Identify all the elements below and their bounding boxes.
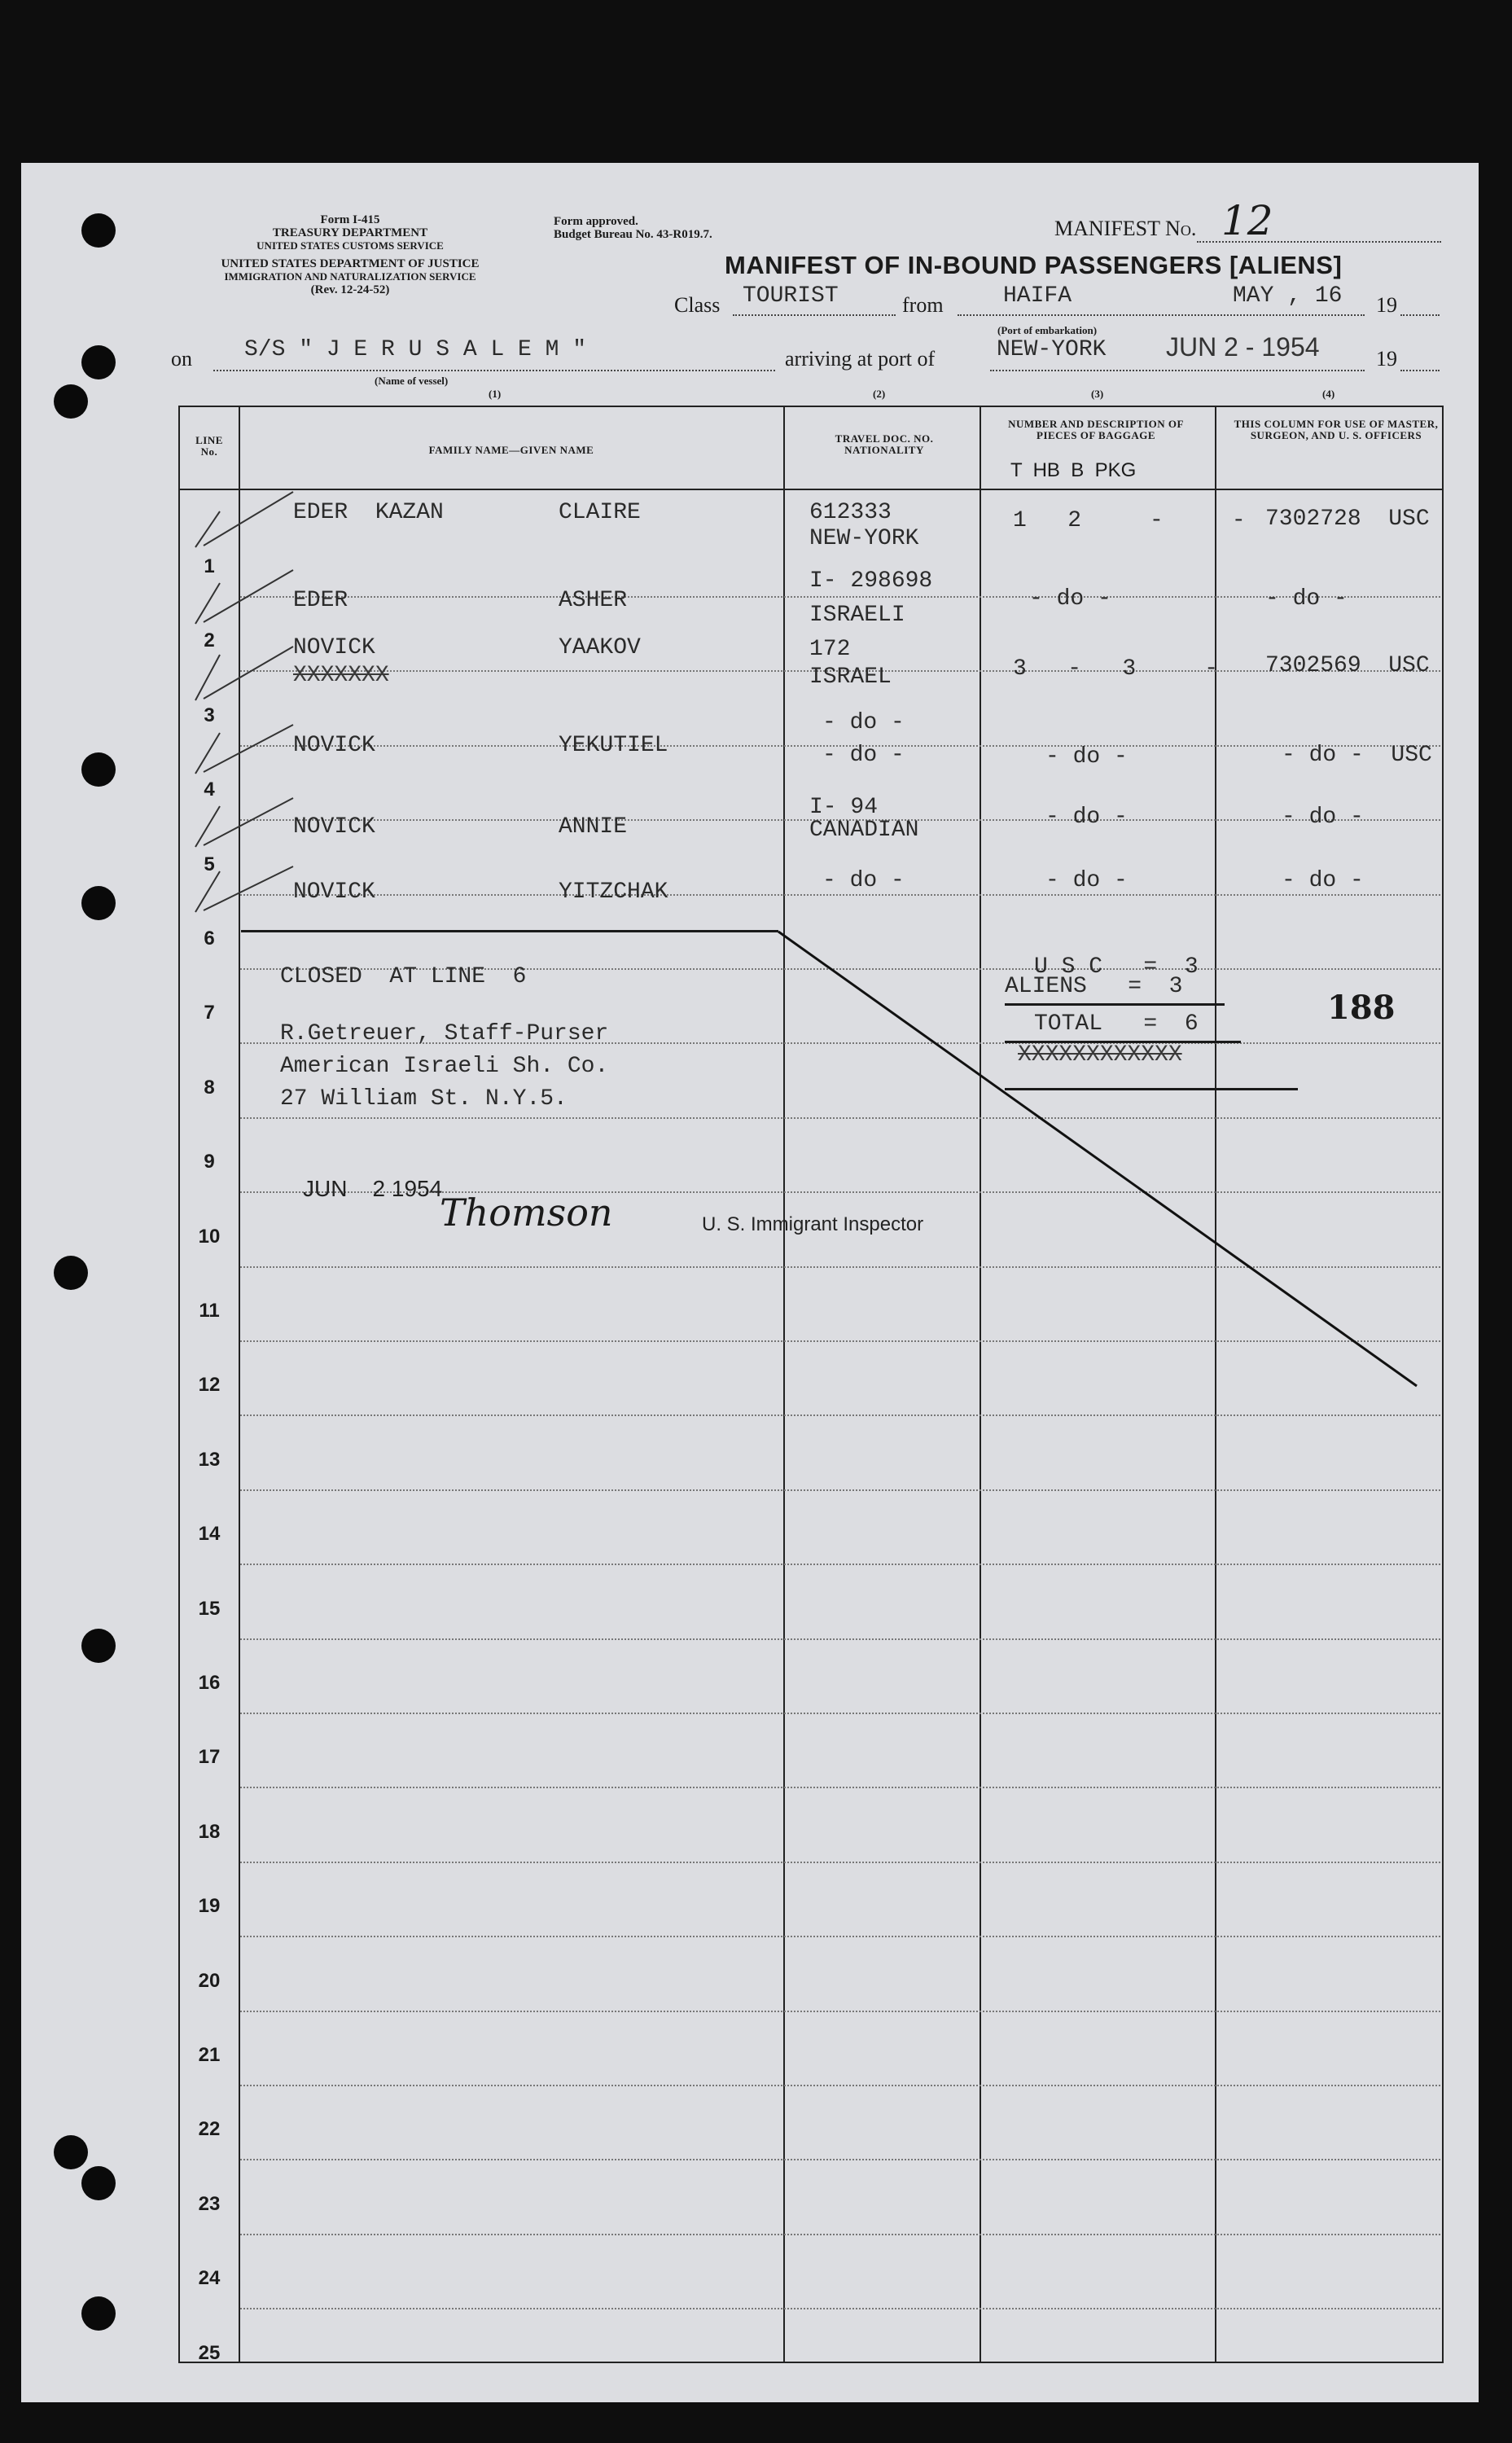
check-mark <box>195 798 293 847</box>
header-officers: THIS COLUMN FOR USE OF MASTER, SURGEON, AND U. S. OFFICERS <box>1234 418 1439 441</box>
form-revision: (Rev. 12-24-52) <box>310 283 390 296</box>
officer-note: - do - <box>1282 805 1364 830</box>
line-number: 15 <box>198 1598 221 1620</box>
page-title: MANIFEST OF IN-BOUND PASSENGERS [ALIENS] <box>725 251 1343 279</box>
check-mark <box>195 647 293 700</box>
form-number: Form I-415 <box>320 213 380 226</box>
given-name: YITZCHAK <box>559 879 668 905</box>
check-mark <box>195 725 293 774</box>
from-label: from <box>902 293 944 317</box>
dept-justice: UNITED STATES DEPARTMENT OF JUSTICE <box>221 257 480 270</box>
dept-treasury: TREASURY DEPARTMENT <box>272 226 428 239</box>
family-name: EDER <box>293 588 348 613</box>
year-label-2: 19 <box>1376 347 1397 371</box>
officer-note: 7302728 USC <box>1265 507 1430 532</box>
given-name: CLAIRE <box>559 500 641 525</box>
given-name: YAAKOV <box>559 635 641 660</box>
header-baggage-sub: T HB B PKG <box>1010 459 1137 481</box>
nationality: ISRAEL <box>809 664 892 690</box>
line-number: 1 <box>204 555 215 577</box>
closed-note: CLOSED AT LINE 6 <box>280 964 527 989</box>
aliens-total: ALIENS = 3 <box>1005 974 1183 999</box>
travel-doc: I- 298698 <box>809 568 933 594</box>
line-number: 23 <box>198 2193 221 2215</box>
line-number: 21 <box>198 2044 221 2066</box>
check-mark <box>195 492 293 547</box>
family-name: NOVICK <box>293 814 375 840</box>
given-name: ASHER <box>559 588 628 613</box>
officer-note: - do - USC <box>1282 743 1432 768</box>
line-number: 9 <box>204 1151 215 1173</box>
arrival-port: NEW-YORK <box>997 337 1107 362</box>
line-number: 16 <box>198 1672 221 1694</box>
line-number: 22 <box>198 2118 221 2140</box>
given-name: YEKUTIEL <box>559 733 668 758</box>
line-number: 10 <box>198 1226 221 1248</box>
col-num-1: (1) <box>489 388 502 400</box>
nationality: CANADIAN <box>809 818 919 843</box>
diagonal-stroke <box>778 932 1417 1386</box>
on-label: on <box>171 347 192 371</box>
line-number: 2 <box>204 629 215 651</box>
baggage: 1 2 - - <box>1013 508 1246 533</box>
class-value: TOURIST <box>743 283 839 309</box>
line-number: 5 <box>204 853 215 875</box>
class-label: Class <box>674 293 721 317</box>
baggage: - do - <box>1045 868 1128 893</box>
header-line-no: LINE No. <box>195 434 223 458</box>
line-number: 6 <box>204 928 215 950</box>
header-baggage: NUMBER AND DESCRIPTION OF PIECES OF BAGGAGE <box>1008 418 1184 441</box>
travel-doc: I- 94 <box>809 795 879 820</box>
header-travel-doc: TRAVEL DOC. NO. NATIONALITY <box>835 432 934 456</box>
manifest-label: MANIFEST No. <box>1054 217 1197 240</box>
departure-date: MAY , 16 <box>1233 283 1343 309</box>
travel-doc: - do - <box>822 710 905 735</box>
usc-total: U S C = 3 <box>1034 954 1199 980</box>
family-name: EDER KAZAN <box>293 500 444 525</box>
line-number: 24 <box>198 2267 221 2289</box>
check-mark <box>195 570 293 624</box>
col-num-2: (2) <box>873 388 886 400</box>
budget-bureau: Budget Bureau No. 43-R019.7. <box>554 228 712 241</box>
family-name: NOVICK <box>293 635 375 660</box>
baggage: - do - <box>1045 805 1128 830</box>
col-num-3: (3) <box>1091 388 1104 400</box>
header-name: FAMILY NAME—GIVEN NAME <box>428 444 594 456</box>
nationality: - do - <box>822 743 905 768</box>
check-mark <box>195 866 293 912</box>
line-number: 11 <box>199 1300 220 1322</box>
dept-ins: IMMIGRATION AND NATURALIZATION SERVICE <box>224 270 476 283</box>
manifest-number: 12 <box>1221 197 1273 244</box>
line-number: 7 <box>204 1002 215 1024</box>
baggage: - do - <box>1029 586 1111 612</box>
col-num-4: (4) <box>1322 388 1335 400</box>
baggage: - do - <box>1045 744 1128 770</box>
baggage: 3 - 3 - <box>1013 656 1219 682</box>
arrival-stamp: JUN 2 - 1954 <box>1166 332 1320 362</box>
travel-doc: - do - <box>822 868 905 893</box>
stamp-number: 188 <box>1327 989 1396 1027</box>
line-number: 18 <box>198 1821 221 1843</box>
purser-name: R.Getreuer, Staff-Purser <box>280 1021 609 1046</box>
inspector-date-stamp: JUN 2 1954 <box>303 1176 443 1201</box>
inspector-title: U. S. Immigrant Inspector <box>702 1213 924 1235</box>
line-number: 17 <box>198 1746 221 1768</box>
line-number: 13 <box>198 1449 221 1471</box>
family-name: NOVICK <box>293 733 375 758</box>
arriving-label: arriving at port of <box>785 347 936 371</box>
crossed-out-text: XXXXXXX <box>293 663 389 688</box>
line-number: 8 <box>204 1077 215 1099</box>
form-approved: Form approved. <box>554 215 638 228</box>
vessel-name: S/S " J E R U S A L E M " <box>244 337 587 362</box>
nationality: NEW-YORK <box>809 526 919 551</box>
dept-customs: UNITED STATES CUSTOMS SERVICE <box>256 239 444 252</box>
embarkation-note: (Port of embarkation) <box>997 324 1098 336</box>
family-name: NOVICK <box>293 879 375 905</box>
purser-address: 27 William St. N.Y.5. <box>280 1086 568 1112</box>
line-number: 19 <box>198 1895 221 1917</box>
purser-company: American Israeli Sh. Co. <box>280 1054 609 1079</box>
line-number: 14 <box>198 1523 221 1545</box>
line-number: 12 <box>198 1374 221 1396</box>
grand-total: TOTAL = 6 <box>1034 1011 1199 1037</box>
travel-doc: 172 <box>809 637 851 662</box>
line-number: 20 <box>198 1970 221 1992</box>
line-number: 4 <box>204 779 215 800</box>
inspector-signature: Thomson <box>440 1191 613 1235</box>
given-name: ANNIE <box>559 814 628 840</box>
officer-note: - do - <box>1282 868 1364 893</box>
from-value: HAIFA <box>1003 283 1072 309</box>
line-number: 25 <box>198 2342 221 2364</box>
crossed-total: XXXXXXXXXXXX <box>1018 1042 1182 1068</box>
travel-doc: 612333 <box>809 500 892 525</box>
vessel-note: (Name of vessel) <box>375 375 449 387</box>
officer-note: 7302569 USC <box>1265 653 1430 678</box>
line-number: 3 <box>204 704 215 726</box>
year-label-1: 19 <box>1376 293 1397 317</box>
nationality: ISRAELI <box>809 603 905 628</box>
officer-note: - do - <box>1265 586 1348 612</box>
